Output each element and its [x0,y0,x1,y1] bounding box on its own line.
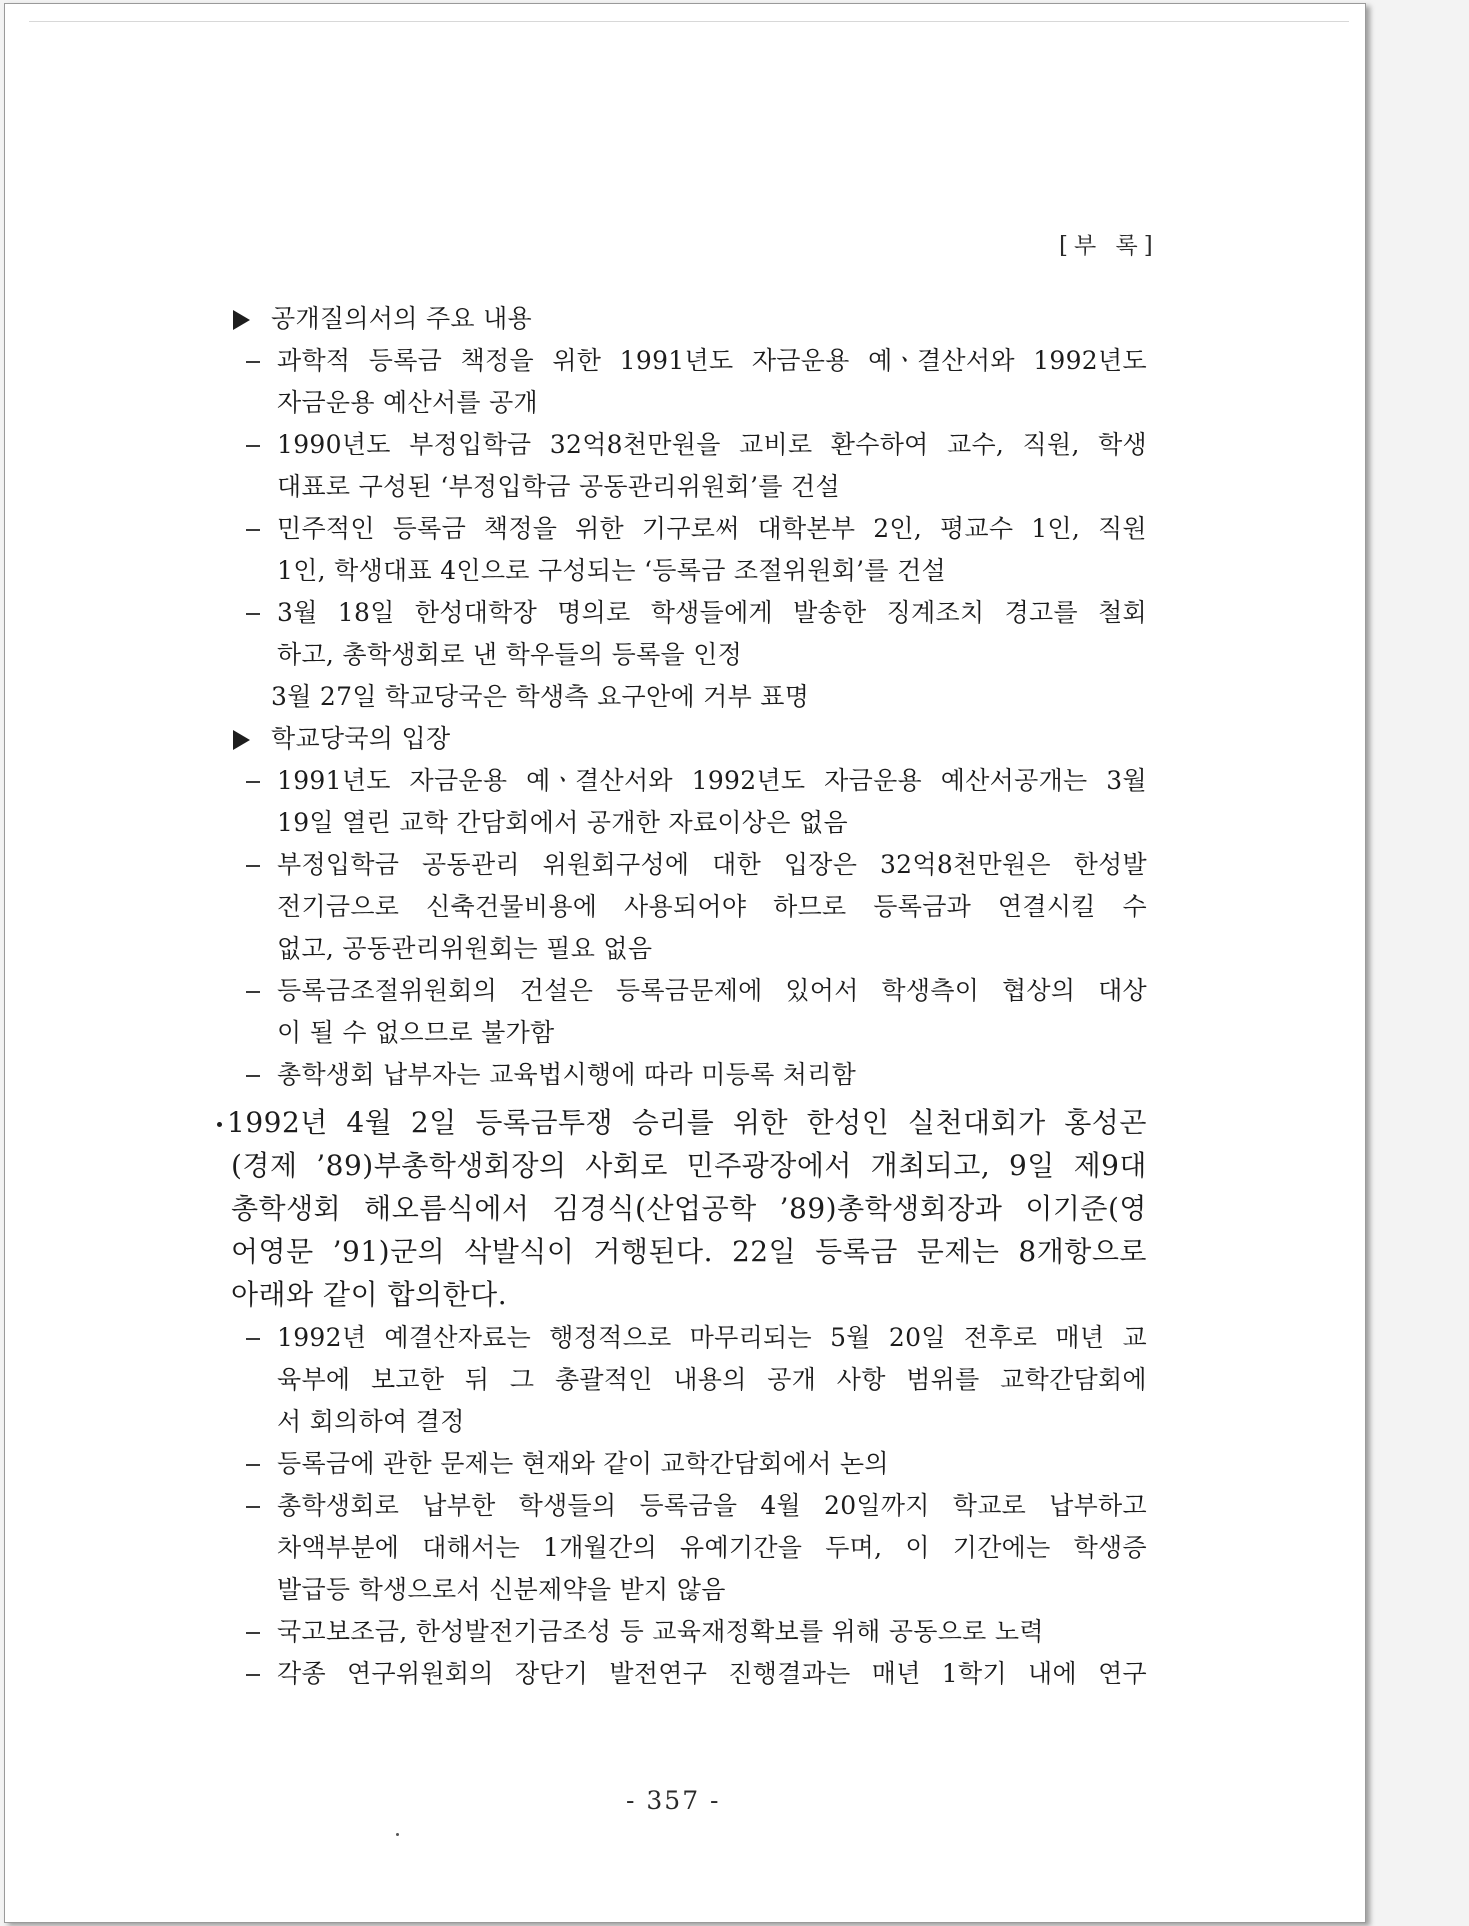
list-item-line: 없고, 공동관리위원회는 필요 없음 [277,934,653,963]
list-item-line: 대표로 구성된 ‘부정입학금 공동관리위원회’를 건설 [277,472,840,501]
dash-bullet [246,991,260,993]
list-item-line: 등록금조절위원회의 건설은 등록금문제에 있어서 학생측이 협상의 대상 [277,976,1147,1005]
dash-bullet [246,361,260,363]
dash-bullet [246,781,260,783]
paragraph-line: 아래와 같이 합의한다. [231,1278,508,1311]
list-item-line: 육부에 보고한 뒤 그 총괄적인 내용의 공개 사항 범위를 교학간담회에 [277,1365,1147,1394]
paragraph-line: 총학생회 해오름식에서 김경식(산업공학 ’89)총학생회장과 이기준(영 [231,1192,1147,1225]
list-item-line: 총학생회 납부자는 교육법시행에 따라 미등록 처리함 [277,1060,857,1089]
list-item-line: 과학적 등록금 책정을 위한 1991년도 자금운용 예ㆍ결산서와 1992년도 [277,346,1147,375]
list-item-line: 19일 열린 교학 간담회에서 공개한 자료이상은 없음 [277,808,848,837]
section-heading: 학교당국의 입장 [271,724,451,753]
list-item-line: 차액부분에 대해서는 1개월간의 유예기간을 두며, 이 기간에는 학생증 [277,1533,1147,1562]
dash-bullet [246,1464,260,1466]
dash-bullet [246,1674,260,1676]
list-item-line: 1인, 학생대표 4인으로 구성되는 ‘등록금 조절위원회’를 건설 [277,556,946,585]
dash-bullet [246,1632,260,1634]
list-item-line: 이 될 수 없으므로 불가함 [277,1018,555,1047]
list-item-line: 총학생회로 납부한 학생들의 등록금을 4월 20일까지 학교로 납부하고 [277,1491,1147,1520]
scan-edge-line [29,21,1349,22]
page-number: - 357 - [626,1786,721,1815]
list-item-line: 1990년도 부정입학금 32억8천만원을 교비로 환수하여 교수, 직원, 학생 [277,430,1147,459]
paragraph-line: 1992년 4월 2일 등록금투쟁 승리를 위한 한성인 실천대회가 홍성곤 [227,1106,1147,1139]
list-item-line: 하고, 총학생회로 낸 학우들의 등록을 인정 [277,640,743,669]
dash-bullet [246,613,260,615]
note-line: 3월 27일 학교당국은 학생측 요구안에 거부 표명 [271,682,810,711]
dash-bullet [246,445,260,447]
list-item-line: 1992년 예결산자료는 행정적으로 마무리되는 5월 20일 전후로 매년 교 [277,1323,1147,1352]
list-item-line: 서 회의하여 결정 [277,1407,465,1436]
triangle-bullet-icon [233,730,250,750]
list-item-line: 발급등 학생으로서 신분제약을 받지 않음 [277,1575,726,1604]
dash-bullet [246,1338,260,1340]
dot-bullet [217,1122,222,1127]
document-page [4,3,1366,1923]
paragraph-line: 어영문 ’91)군의 삭발식이 거행된다. 22일 등록금 문제는 8개항으로 [231,1235,1147,1268]
section-heading: 공개질의서의 주요 내용 [271,304,532,333]
list-item-line: 등록금에 관한 문제는 현재와 같이 교학간담회에서 논의 [277,1449,889,1478]
list-item-line: 국고보조금, 한성발전기금조성 등 교육재정확보를 위해 공동으로 노력 [277,1617,1044,1646]
list-item-line: 자금운용 예산서를 공개 [277,388,538,417]
dash-bullet [246,529,260,531]
dash-bullet [246,1506,260,1508]
list-item-line: 각종 연구위원회의 장단기 발전연구 진행결과는 매년 1학기 내에 연구 [277,1659,1147,1688]
triangle-bullet-icon [233,310,250,330]
paragraph-line: (경제 ’89)부총학생회장의 사회로 민주광장에서 개최되고, 9일 제9대 [231,1149,1147,1182]
list-item-line: 3월 18일 한성대학장 명의로 학생들에게 발송한 징계조치 경고를 철회 [277,598,1147,627]
list-item-line: 민주적인 등록금 책정을 위한 기구로써 대학본부 2인, 평교수 1인, 직원 [277,514,1147,543]
list-item-line: 전기금으로 신축건물비용에 사용되어야 하므로 등록금과 연결시킬 수 [277,892,1147,921]
dash-bullet [246,865,260,867]
scan-speck [396,1833,399,1836]
list-item-line: 1991년도 자금운용 예ㆍ결산서와 1992년도 자금운용 예산서공개는 3월 [277,766,1147,795]
list-item-line: 부정입학금 공동관리 위원회구성에 대한 입장은 32억8천만원은 한성발 [277,850,1147,879]
dash-bullet [246,1075,260,1077]
appendix-header: [부 록] [1059,233,1159,259]
